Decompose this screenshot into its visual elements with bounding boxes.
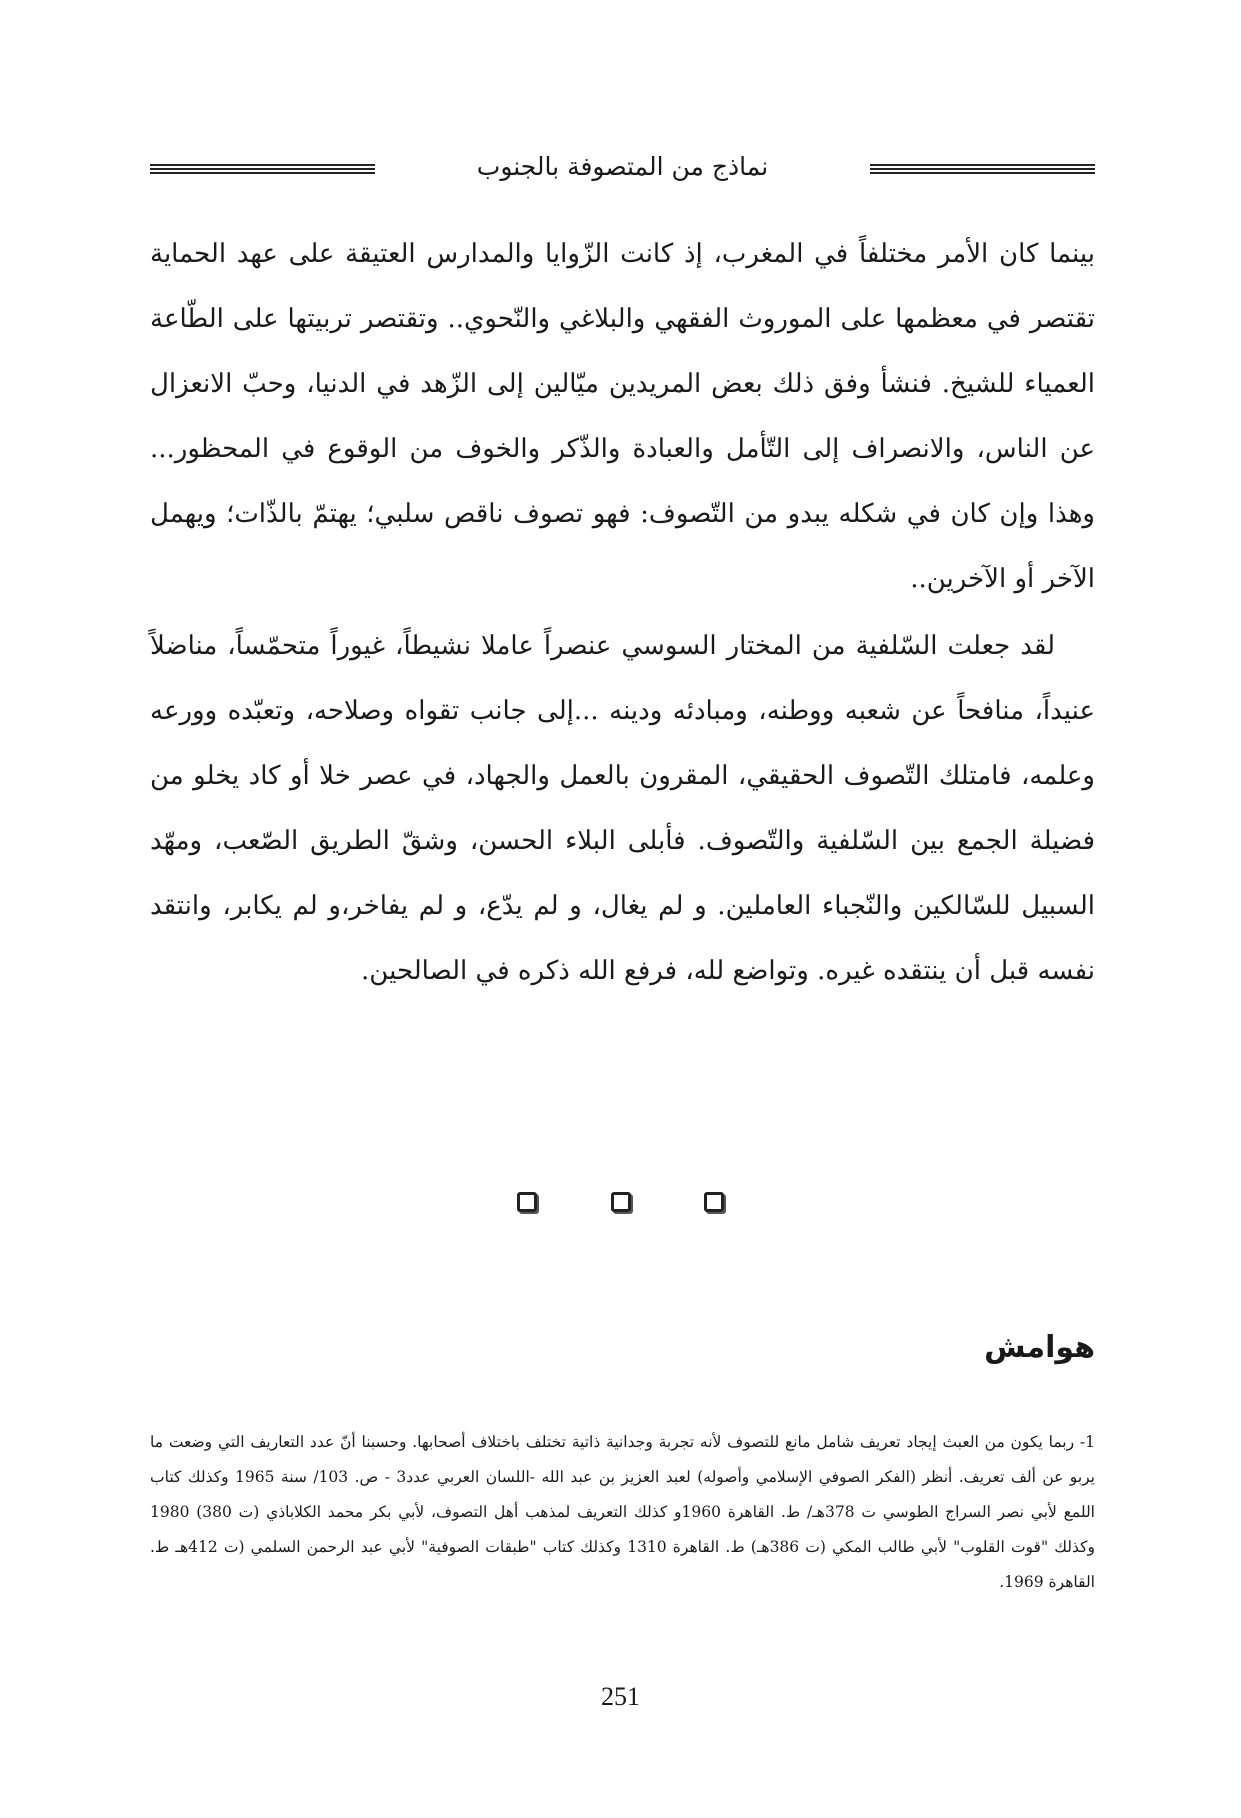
running-title: نماذج من المتصوفة بالجنوب (476, 152, 769, 181)
header-rule-left (150, 164, 375, 176)
separator-square-icon (704, 1192, 724, 1212)
page-number: 251 (601, 1682, 640, 1711)
footnote: 1- ربما يكون من العبث إيجاد تعريف شامل مانع للتصوف لأنه تجربة وجدانية ذاتية تختلف باختلاف أصحابها. وحسبنا أنّ عدد التعاريف التي وضعت ما يربو عن ألف تعريف. أنظر (الفكر الصوفي الإسلامي وأصوله) لعبد العزيز بن عبد الله -اللسان العربي عدد3 - ص. 103/ سنة 1965 وكذلك كتاب اللمع لأبي نصر السراج الطوسي ت 378هـ/ ط. القاهرة 1960و كذلك التعريف لمذهب أهل التصوف، لأبي بكر محمد الكلاباذي (ت 380) 1980 وكذلك "قوت القلوب" لأبي طالب المكي (ت 386هـ) ط. القاهرة 1310 وكذلك كتاب "طبقات الصوفية" لأبي عبد الرحمن السلمي (ت 412هـ ط. القاهرة 1969. (150, 1433, 1096, 1591)
header-rule-right (870, 164, 1095, 176)
body-text (150, 222, 1095, 1004)
paragraph: لقد جعلت السّلفية من المختار السوسي عنصراً عاملا نشيطاً، غيوراً متحمّساً، مناضلاً عنيداً، منافحاً عن شعبه ووطنه، ومبادئه ودينه ...إلى جانب تقواه وصلاحه، وتعبّده وورعه وعلمه، فامتلك التّصوف الحقيقي، المقرون بالعمل والجهاد، في عصر خلا أو كاد يخلو من فضيلة الجمع بين السّلفية والتّصوف. فأبلى البلاء الحسن، وشقّ الطريق الصّعب، ومهّد السبيل للسّالكين والنّجباء العاملين. و لم يغال، و لم يدّع، و لم يفاخر،و لم يكابر، وانتقد نفسه قبل أن ينتقده غيره. وتواضع لله، فرفع الله ذكره في الصالحين. (150, 631, 1096, 986)
running-header (150, 150, 1095, 190)
footnotes-heading: هوامش (984, 1330, 1095, 1365)
separator-square-icon (611, 1192, 631, 1212)
paragraph: بينما كان الأمر مختلفاً في المغرب، إذ كانت الزّوايا والمدارس العتيقة على عهد الحماية تقتصر في معظمها على الموروث الفقهي والبلاغي والنّحوي.. وتقتصر تربيتها على الطّاعة العمياء للشيخ. فنشأ وفق ذلك بعض المريدين ميّالين إلى الزّهد في الدنيا، وحبّ الانعزال عن الناس، والانصراف إلى التّأمل والعبادة والذّكر والخوف من الوقوع في المحظور... وهذا وإن كان في شكله يبدو من التّصوف: فهو تصوف ناقص سلبي؛ يهتمّ بالذّات؛ ويهمل الآخر أو الآخرين.. (150, 239, 1095, 594)
separator-square-icon (517, 1192, 537, 1212)
section-separator (0, 1192, 1241, 1222)
